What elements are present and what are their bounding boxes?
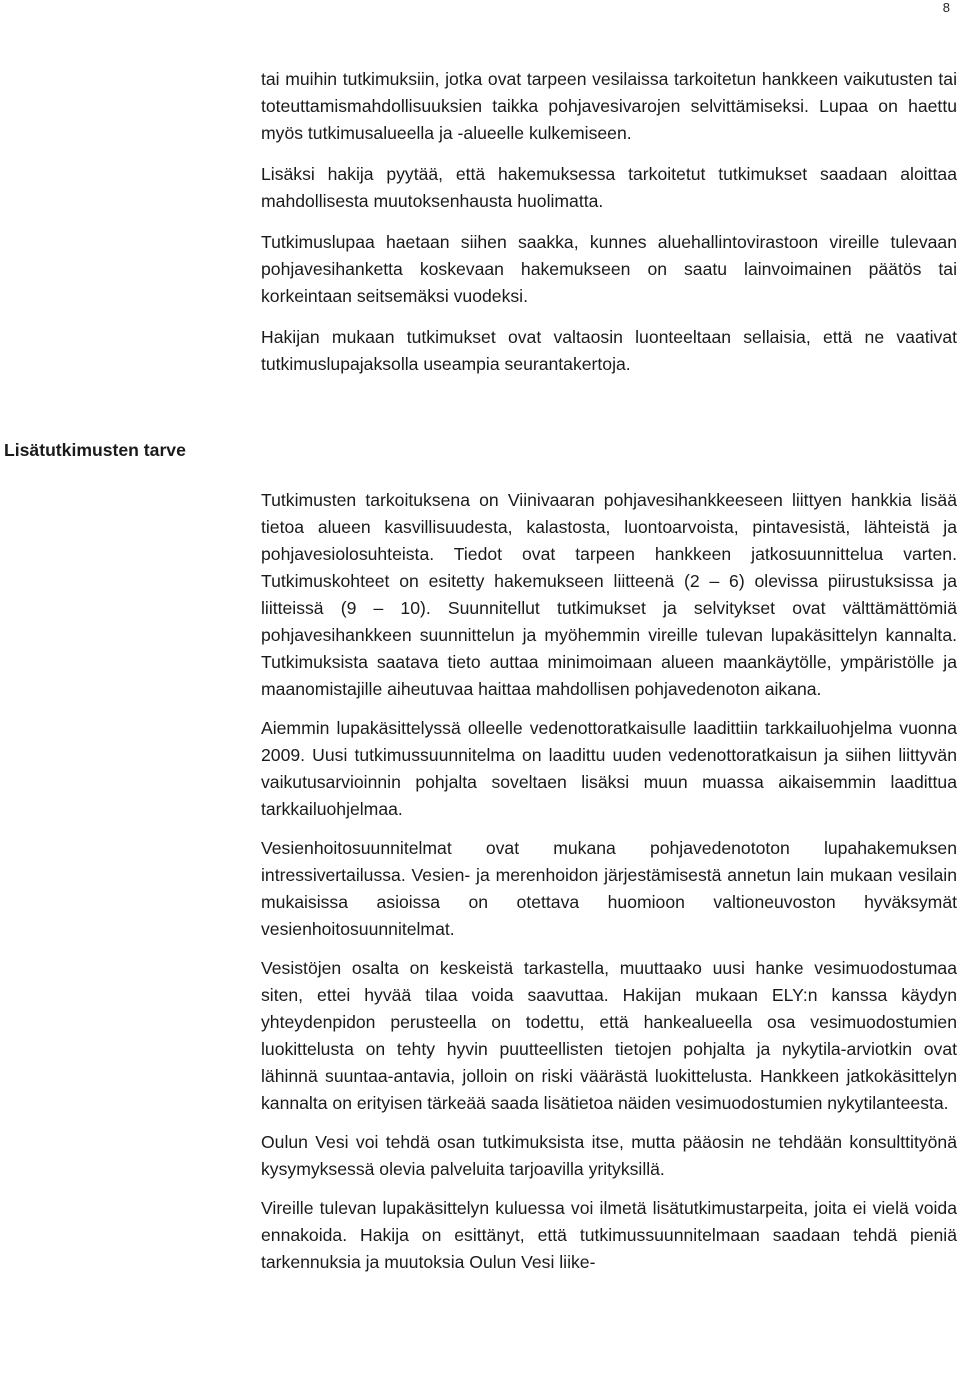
paragraph: Vireille tulevan lupakäsittelyn kuluessa voi ilmetä lisätutkimustarpeita, joita ei vielä voida ennakoida. Hakija on esittänyt, että tutkimussuunnitelmaan saadaan tehdä pieniä tarkennuksia ja muutoksia Oulun Vesi liike- (261, 1198, 957, 1272)
section-text-block (261, 487, 957, 1288)
intro-text-block (261, 66, 957, 392)
paragraph: Lisäksi hakija pyytää, että hakemuksessa tarkoitetut tutkimukset saadaan aloittaa mahdollisesta muutoksenhausta huolimatta. (261, 164, 957, 211)
page-number: 8 (942, 0, 950, 15)
paragraph: Aiemmin lupakäsittelyssä olleelle vedenottoratkaisulle laadittiin tarkkailuohjelma vuonna 2009. Uusi tutkimussuunnitelma on laadittu uuden vedenottoratkaisun ja siihen liittyvän vaikutusarvioinnin pohjalta soveltaen lisäksi muun muassa aikaisemmin laadittua tarkkailuohjelmaa. (261, 718, 957, 819)
paragraph: Oulun Vesi voi tehdä osan tutkimuksista itse, mutta pääosin ne tehdään konsulttityönä kysymyksessä olevia palveluita tarjoavilla yrityksillä. (261, 1132, 957, 1179)
paragraph: Tutkimusten tarkoituksena on Viinivaaran pohjavesihankkeeseen liittyen hankkia lisää tietoa alueen kasvillisuudesta, kalastosta, luontoarvoista, pintavesistä, lähteistä ja pohjavesiolosuhteista. Tiedot ovat tarpeen hankkeen jatkosuunnittelua varten. Tutkimuskohteet on esitetty hakemukseen liitteenä (2 – 6) olevissa piirustuksissa ja liitteissä (9 – 10). Suunnitellut tutkimukset ja selvitykset ovat välttämättömiä pohjavesihankkeen suunnittelun ja myöhemmin vireille tulevan lupakäsittelyn kannalta. Tutkimuksista saatava tieto auttaa minimoimaan alueen maankäytölle, ympäristölle ja maanomistajille aiheutuvaa haittaa mahdollisen pohjavedenoton aikana. (261, 490, 957, 699)
paragraph: Tutkimuslupaa haetaan siihen saakka, kunnes aluehallintovirastoon vireille tulevaan pohjavesihanketta koskevaan hakemukseen on saatu lainvoimainen päätös tai korkeintaan seitsemäksi vuodeksi. (261, 232, 957, 306)
section-heading: Lisätutkimusten tarve (4, 440, 186, 460)
paragraph: Hakijan mukaan tutkimukset ovat valtaosin luonteeltaan sellaisia, että ne vaativat tutkimuslupajaksolla useampia seurantakertoja. (261, 327, 957, 374)
paragraph: tai muihin tutkimuksiin, jotka ovat tarpeen vesilaissa tarkoitetun hankkeen vaikutusten tai toteuttamismahdollisuuksien taikka pohjavesivarojen selvittämiseksi. Lupaa on haettu myös tutkimusalueella ja -alueelle kulkemiseen. (261, 69, 957, 143)
paragraph: Vesistöjen osalta on keskeistä tarkastella, muuttaako uusi hanke vesimuodostumaa siten, ettei hyvää tilaa voida saavuttaa. Hakijan mukaan ELY:n kanssa käydyn yhteydenpidon perusteella on todettu, että hankealueella osa vesimuodostumien luokittelusta on tehty hyvin puutteellisten tietojen pohjalta ja nykytila-arviotkin ovat lähinnä suuntaa-antavia, jolloin on riski väärästä luokittelusta. Hankkeen jatkokäsittelyn kannalta on erityisen tärkeää saada lisätietoa näiden vesimuodostumien nykytilanteesta. (261, 958, 957, 1113)
paragraph: Vesienhoitosuunnitelmat ovat mukana pohjavedenototon lupahakemuksen intressivertailussa. Vesien- ja merenhoidon järjestämisestä annetun lain mukaan vesilain mukaisissa asioissa on otettava huomioon valtioneuvoston hyväksymät vesienhoitosuunnitelmat. (261, 838, 957, 939)
